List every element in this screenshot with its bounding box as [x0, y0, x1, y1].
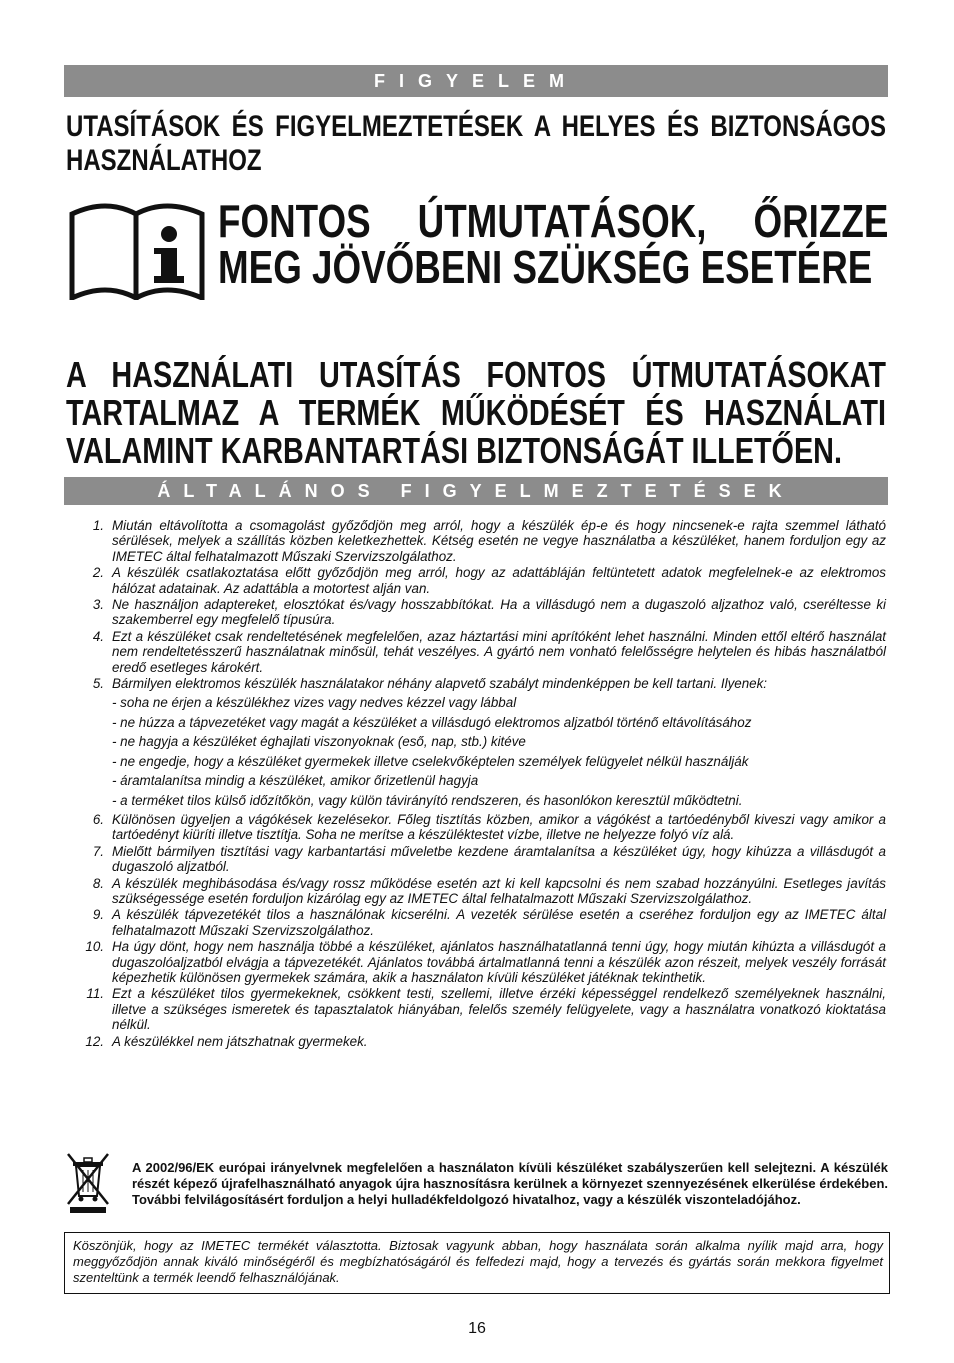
crossed-bin-icon	[64, 1152, 112, 1214]
sub-list-item: - ne engedje, hogy a készüléket gyermekek illetve cselekvőképtelen személyek felügyelet nélkül használják	[112, 753, 749, 769]
section-bar-general-warnings: ÁLTALÁNOS FIGYELMEZTETÉSEK	[64, 477, 888, 505]
weee-notice	[64, 1152, 888, 1216]
list-item: 2. A készülék csatlakoztatása előtt győződjön meg arról, hogy az adattábláján feltüntetett adatok megfelelnek-e az elektromos hálózat adatainak. Az adattábla a motortest alján van.	[92, 565, 886, 596]
page-number: 16	[468, 1320, 486, 1337]
list-item: 4. Ezt a készüléket csak rendeltetésének megfelelően, azaz háztartási mini aprítóként lehet használni. Minden ettől eltérő használat nem rendeltetésszerű használatnak minősül, tehát veszélyes. A gyártó nem vonható felelősségre helytelen és hibás használatból eredő esetleges károkért.	[92, 628, 886, 675]
sub-list-item: - soha ne érjen a készülékhez vizes vagy nedves kézzel vagy lábbal	[112, 695, 517, 711]
thank-you-box: Köszönjük, hogy az IMETEC termékét választotta. Biztosak vagyunk abban, hogy használata során alkalma nyílik majd arra, hogy meggyőződjön annak kiváló minőségéről és megbízhatóságáról és felfedezi majd, hogy a tervezés és gyártás során mekkora figyelmet szenteltünk a termék leendő felhasználójának.	[64, 1232, 890, 1294]
list-item: 8. A készülék meghibásodása és/vagy rossz működése esetén azt ki kell kapcsolni és nem szabad hozzányúlni. Esetleges javítás szükségessége esetén forduljon kizárólag egy az IMETEC által felhatalmazott Műszaki Szervizszolgálathoz.	[92, 875, 886, 906]
list-item: 5. Bármilyen elektromos készülék használatakor néhány alapvető szabályt mindenképpen be kell tartani. Ilyenek:	[92, 676, 768, 692]
list-item: 1. Miután eltávolította a csomagolást győződjön meg arról, hogy a készülék ép-e és hogy nincsenek-e rajta szemmel látható sérülések, melyek a szállítás közben keletkezhettek. Kétség esetén ne vegye használatba a készüléket, hanem forduljon egy az IMETEC által felhatalmazott Műszaki Szervizszolgálathoz.	[92, 518, 886, 564]
manual-info-icon	[66, 200, 206, 300]
sub-list-item: - ne húzza a tápvezetéket vagy magát a készüléket a villásdugó elektromos aljzatból történő eltávolításához	[112, 714, 752, 730]
warnings-list	[84, 518, 886, 1050]
list-item: 6. Különösen ügyeljen a vágókések kezelésekor. Főleg tisztítás közben, amikor a vágókést a tartóedényből kiveszi vagy amikor a tartóedényt kiüríti illetve tisztítja. Soha ne merítse a készüléktestet vízbe, illetve ne helyezze folyó víz alá.	[92, 811, 886, 843]
list-item: 9. A készülék tápvezetékét tilos a használónak kicserélni. A vezeték sérülése esetén a cseréhez forduljon egy az IMETEC által felhatalmazott Műszaki Szervizszolgálathoz.	[92, 907, 886, 938]
list-item: 7. Mielőtt bármilyen tisztítási vagy karbantartási műveletbe kezdene áramtalanítsa a készüléket úgy, hogy kihúzza a villásdugót a dugaszoló aljzatból.	[92, 843, 886, 875]
list-item: 10. Ha úgy dönt, hogy nem használja többé a készüléket, ajánlatos használhatatlanná tenni úgy, hogy miután kihúzta a villásdugót a dugaszolóaljzatból elvágja a tápvezetékét. Ajánlatos továbbá ártalmatlanná tenni a készülék azon részeit, melyek veszély forrását képezhetik különösen gyermekek számára, akik a használaton kívüli készüléket játéknak tekinthetik.	[85, 939, 886, 985]
sub-list-item: - áramtalanítsa mindig a készüléket, amikor őrizetlenül hagyja	[112, 773, 479, 789]
list-item: 11. Ezt a készüléket tilos gyermekeknek, csökkent testi, szellemi, illetve érzéki képességgel rendelkező személyeknek használni, illetve a szükséges ismeretek és tapasztalatok hiányában, felelős személy felügyelete, vagy a használatra vonatkozó kioktatása nélkül.	[86, 986, 886, 1033]
sub-list-item: - ne hagyja a készüléket éghajlati viszonyoknak (eső, nap, stb.) kitéve	[112, 734, 526, 750]
list-item: 3. Ne használjon adaptereket, elosztókat és/vagy hosszabbítókat. Ha a villásdugó nem a dugaszoló aljzathoz való, cseréltesse ki szakemberrel egy megfelelő típusúra.	[92, 597, 886, 628]
important-instructions-block	[66, 195, 889, 338]
intro-heading: A HASZNÁLATI UTASÍTÁS FONTOS ÚTMUTATÁSOKAT TARTALMAZ A TERMÉK MŰKÖDÉSÉT ÉS HASZNÁLATI VALAMINT KARBANTARTÁSI BIZTONSÁGÁT ILLETŐEN.	[66, 354, 886, 471]
weee-text: A 2002/96/EK európai irányelvnek megfelelően a használaton kívüli készüléket szabályszerűen kell selejtezni. A készülék részét képező újrafelhasználható anyagok újra hasznosításra kerülnek a környezet szennyezésének elkerülése érdekében. További felvilágosításért forduljon a helyi hulladékfeldolgozó hivatalhoz, vagy a készülék viszonteladójához.	[132, 1160, 888, 1207]
list-item: 12. A készülékkel nem játszhatnak gyermekek.	[85, 1033, 368, 1049]
section-bar-figyelem: FIGYELEM	[64, 65, 888, 97]
sub-list-item: - a terméket tilos külső időzítőkön, vagy külön távirányító rendszeren, és hasonlókon keresztül működtetni.	[112, 792, 743, 808]
page-title: UTASÍTÁSOK ÉS FIGYELMEZTETÉSEK A HELYES ÉS BIZTONSÁGOS HASZNÁLATHOZ	[66, 110, 886, 177]
important-heading: FONTOS ÚTMUTATÁSOK, ŐRIZZE MEG JÖVŐBENI SZÜKSÉG ESETÉRE	[218, 195, 889, 293]
